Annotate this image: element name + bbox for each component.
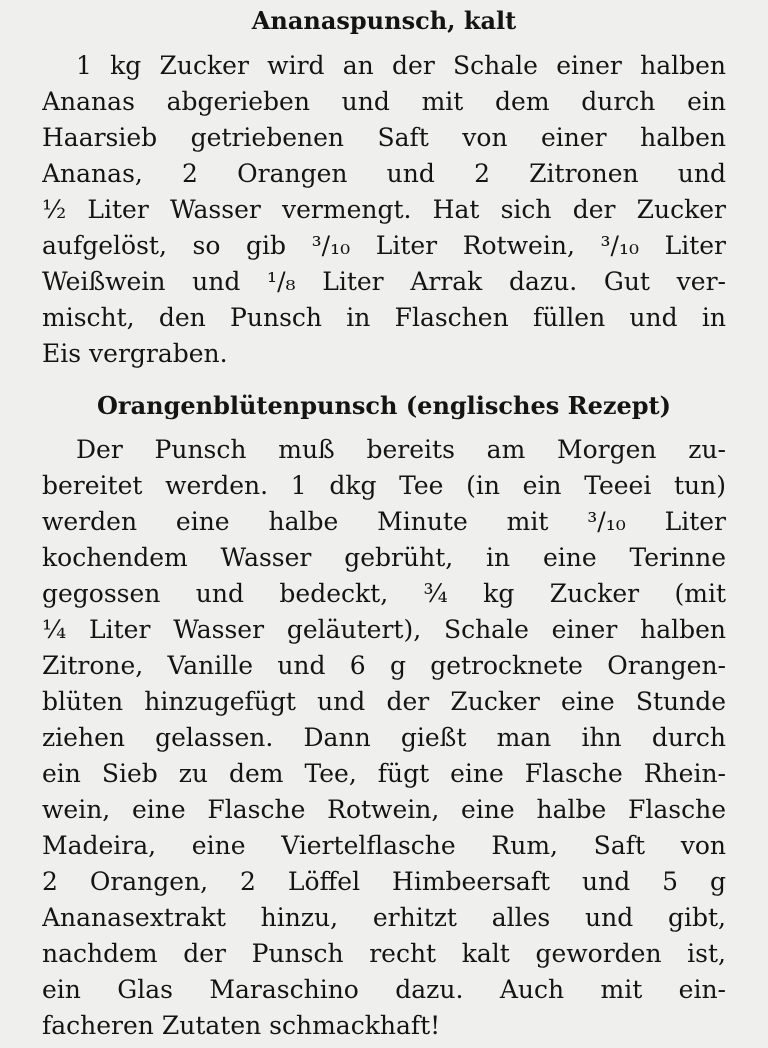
recipe-text-line: gegossen und bedeckt, ¾ kg Zucker (mit [42, 579, 726, 608]
recipe-text-line: Haarsieb getriebenen Saft von einer halben [42, 123, 726, 152]
recipe-text-line: ziehen gelassen. Dann gießt man ihn durch [42, 723, 726, 752]
recipe-text-line: Ananas, 2 Orangen und 2 Zitronen und [42, 159, 726, 188]
recipe-text-line: ¼ Liter Wasser geläutert), Schale einer halben [42, 615, 726, 644]
recipe-text-line: Ananasextrakt hinzu, erhitzt alles und gibt, [42, 903, 726, 932]
recipe-text-line: Eis vergraben. [42, 339, 228, 368]
recipe-text-line: aufgelöst, so gib ³/₁₀ Liter Rotwein, ³/₁₀ Liter [42, 231, 726, 260]
recipe-title-ananaspunsch: Ananaspunsch, kalt [251, 6, 517, 35]
recipe-text-line: 1 kg Zucker wird an der Schale einer halben [76, 51, 726, 80]
recipe-text-line: Weißwein und ¹/₈ Liter Arrak dazu. Gut ver- [42, 267, 726, 296]
recipe-text-line: nachdem der Punsch recht kalt geworden ist, [42, 939, 726, 968]
recipe-text-line: werden eine halbe Minute mit ³/₁₀ Liter [42, 507, 726, 536]
recipe-text-line: bereitet werden. 1 dkg Tee (in ein Teeei tun) [42, 471, 726, 500]
recipe-text-line: ein Glas Maraschino dazu. Auch mit ein- [42, 975, 726, 1004]
recipe-text-line: Der Punsch muß bereits am Morgen zu- [76, 435, 726, 464]
recipe-text-line: blüten hinzugefügt und der Zucker eine Stunde [42, 687, 726, 716]
recipe-text-line: kochendem Wasser gebrüht, in eine Terinne [42, 543, 726, 572]
recipe-text-line: 2 Orangen, 2 Löffel Himbeersaft und 5 g [42, 867, 726, 896]
recipe-text-line: facheren Zutaten schmackhaft! [42, 1011, 441, 1040]
recipe-text-line: Ananas abgerieben und mit dem durch ein [42, 87, 726, 116]
recipe-text-line: wein, eine Flasche Rotwein, eine halbe Flasche [42, 795, 726, 824]
recipe-text-line: ein Sieb zu dem Tee, fügt eine Flasche Rhein- [42, 759, 726, 788]
recipe-text-line: Madeira, eine Viertelflasche Rum, Saft von [42, 831, 726, 860]
recipe-title-orangenbluetenpunsch: Orangenblütenpunsch (englisches Rezept) [97, 391, 671, 420]
recipe-text-line: Zitrone, Vanille und 6 g getrocknete Orangen- [42, 651, 726, 680]
recipe-text-line: ½ Liter Wasser vermengt. Hat sich der Zucker [42, 195, 726, 224]
recipe-text-line: mischt, den Punsch in Flaschen füllen und in [42, 303, 726, 332]
